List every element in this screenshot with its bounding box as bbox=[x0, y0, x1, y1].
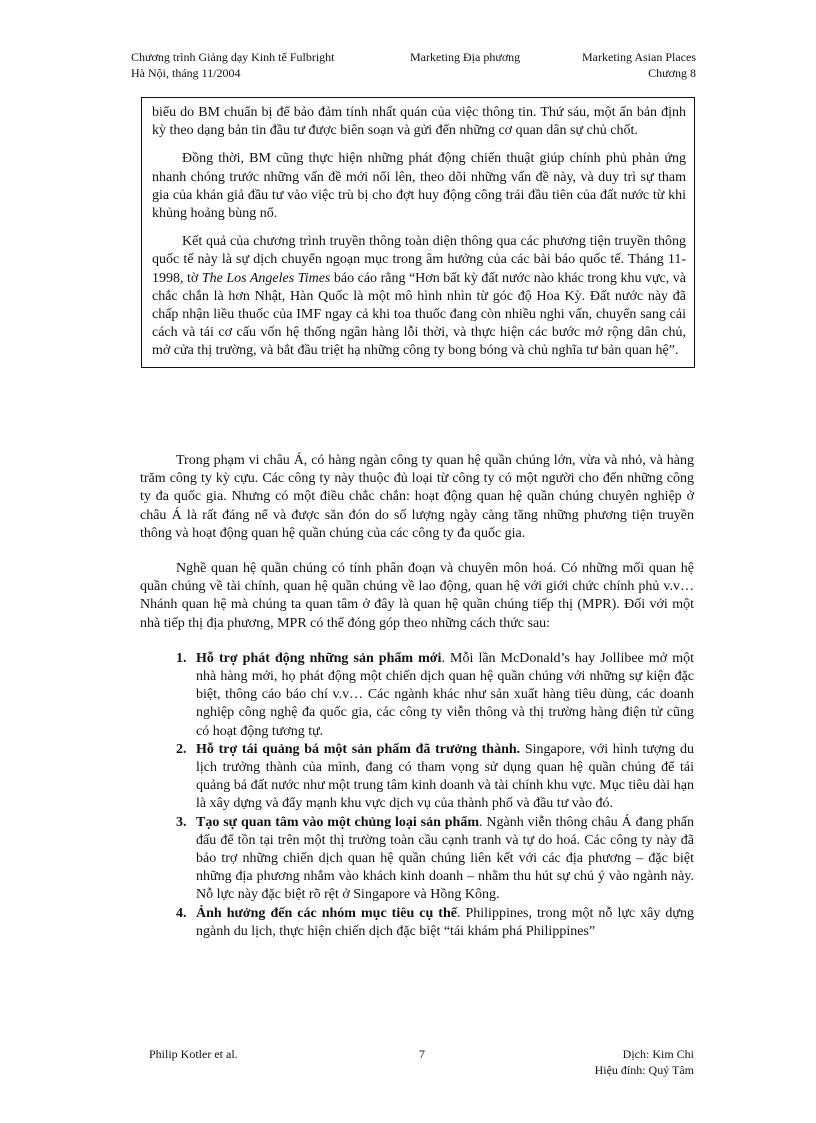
list-item-heading: Hỗ trợ phát động những sản phẩm mới bbox=[196, 650, 442, 666]
list-item-number: 1. bbox=[176, 650, 187, 666]
box-paragraph-2: Đồng thời, BM cũng thực hiện những phát động chiến thuật giúp chính phủ phản ứng nhanh chóng trước những vấn đề mới nổi lên, theo dõi những vấn đề này, và duy trì sự tham gia của khán giả đầu tư vào việc trù bị cho đợt huy động công trái đầu tiên của đất nước từ khi khủng hoảng bùng nổ. bbox=[152, 151, 686, 222]
main-body bbox=[140, 452, 694, 941]
case-study-box bbox=[141, 97, 695, 368]
header-book-title: Marketing Asian Places bbox=[582, 50, 696, 64]
footer-author: Philip Kotler et al. bbox=[149, 1047, 238, 1061]
list-item-text: . Ngành viễn thông châu Á đang phấn đấu để tồn tại trên một thị trường toàn cầu cạnh tranh và tự do hoá. Các công ty này đã bảo trợ những chiến dịch quan hệ quần chúng liên kết với các địa phương – đặc biệt những địa phương nhắm vào khách kinh doanh – nhằm thu hút sự chú ý vào ngành này. Nỗ lực này đặc biệt rõ rệt ở Singapore và Hồng Kông. bbox=[196, 814, 694, 903]
header-chapter-number: Chương 8 bbox=[648, 66, 696, 80]
list-item bbox=[140, 650, 694, 741]
header-chapter bbox=[582, 49, 696, 81]
box-paragraph-3 bbox=[152, 233, 686, 360]
list-item-heading: Tạo sự quan tâm vào một chủng loại sản phẩm bbox=[196, 814, 479, 830]
header-course-title: Marketing Địa phương bbox=[410, 50, 521, 64]
list-item-text: . Mỗi lần McDonald’s hay Jollibee mở một nhà hàng mới, họ phát động một chiến dịch quan hệ quần chúng với những sự kiện đặc biệt, thông cáo báo chí v.v… Các ngành khác như sản xuất hàng tiêu dùng, các doanh nghiệp công nghệ đa quốc gia, các công ty viễn thông và thị trường hàng điện tử cũng có hoạt động tương tự. bbox=[196, 650, 694, 739]
list-item bbox=[140, 741, 694, 814]
newspaper-title: The Los Angeles Times bbox=[201, 270, 331, 286]
mpr-contributions-list bbox=[140, 650, 694, 941]
list-item-number: 3. bbox=[176, 814, 187, 830]
list-item bbox=[140, 905, 694, 941]
page-number: 7 bbox=[419, 1047, 425, 1061]
list-item bbox=[140, 814, 694, 905]
list-item-number: 4. bbox=[176, 905, 187, 921]
list-item-heading: Hỗ trợ tái quảng bá một sản phẩm đã trưởng thành. bbox=[196, 741, 521, 757]
header-date: Hà Nội, tháng 11/2004 bbox=[131, 66, 241, 80]
body-paragraph-1: Trong phạm vi châu Á, có hàng ngàn công ty quan hệ quần chúng lớn, vừa và nhỏ, và hàng trăm công ty kỳ cựu. Các công ty này thuộc đủ loại từ công ty có một người cho đến những công ty đa quốc gia. Nhưng có một điều chắc chắn: hoạt động quan hệ quần chúng chuyên nghiệp ở châu Á là rất đáng nể và được săn đón do số lượng ngày càng tăng những phương tiện truyền thông và hoạt động quan hệ quần chúng của các công ty đa quốc gia. bbox=[140, 453, 694, 541]
box-paragraph-1: biểu do BM chuẩn bị để bảo đảm tính nhất quán của việc thông tin. Thứ sáu, một ấn bản định kỳ theo dạng bản tin đầu tư được biên soạn và gửi đến những cơ quan dân sự chủ chốt. bbox=[152, 105, 686, 139]
list-item-number: 2. bbox=[176, 741, 187, 757]
box-paragraph-3-end: báo cáo rằng “Hơn bất kỳ đất nước nào khác trong khu vực, và chắc chắn là hơn Nhật, Hàn Quốc là một mô hình nhìn từ góc độ Hoa Kỳ. Đất nước này đã chấp nhận liều thuốc của IMF ngay cả khi toa thuốc đang còn nhiều nghi vấn, chuyển sang cải cách và tái cơ cấu vốn hệ thống ngân hàng lỗi thời, và thực hiện các bước mở rộng dân chủ, mở cửa thị trường, và bắt đầu triệt hạ những công ty bong bóng và chủ nghĩa tư bản quan hệ”. bbox=[152, 270, 686, 359]
box-paragraph-3-start: Kết quả của chương trình truyền thông toàn diện thông qua các phương tiện truyền thông quốc tế này là sự dịch chuyển ngoạn mục trong âm hưởng của các bài báo quốc tế. Tháng 11-1998, tờ bbox=[152, 234, 686, 286]
header-program-name: Chương trình Giảng dạy Kinh tế Fulbright bbox=[131, 50, 335, 64]
footer-editor: Hiệu đính: Quý Tâm bbox=[594, 1063, 694, 1077]
body-paragraph-2: Nghề quan hệ quần chúng có tính phân đoạn và chuyên môn hoá. Có những mối quan hệ quần chúng về tài chính, quan hệ quần chúng về lao động, quan hệ với giới chức chính phủ v.v… Nhánh quan hệ mà chúng ta quan tâm ở đây là quan hệ quần chúng tiếp thị (MPR). Đối với một nhà tiếp thị địa phương, MPR có thể đóng góp theo những cách thức sau: bbox=[140, 561, 694, 631]
list-item-text: Singapore, với hình tượng du lịch trưởng thành của mình, đang có tham vọng sử dụng quan hệ quần chúng để tái quảng bá đất nước như một trung tâm kinh doanh và tài chính khu vực. Mục tiêu dài hạn là xây dựng và đẩy mạnh khu vực dịch vụ của thành phố và đầu tư vào đó. bbox=[196, 741, 694, 812]
footer-credits bbox=[595, 1046, 694, 1078]
list-item-text: . Philippines, trong một nỗ lực xây dựng ngành du lịch, thực hiện chiến dịch đặc biệt “tái khám phá Philippines” bbox=[196, 905, 694, 939]
list-item-heading: Ảnh hưởng đến các nhóm mục tiêu cụ thể bbox=[196, 905, 457, 921]
header-program bbox=[131, 49, 335, 81]
footer-translator: Dịch: Kim Chi bbox=[622, 1047, 694, 1061]
